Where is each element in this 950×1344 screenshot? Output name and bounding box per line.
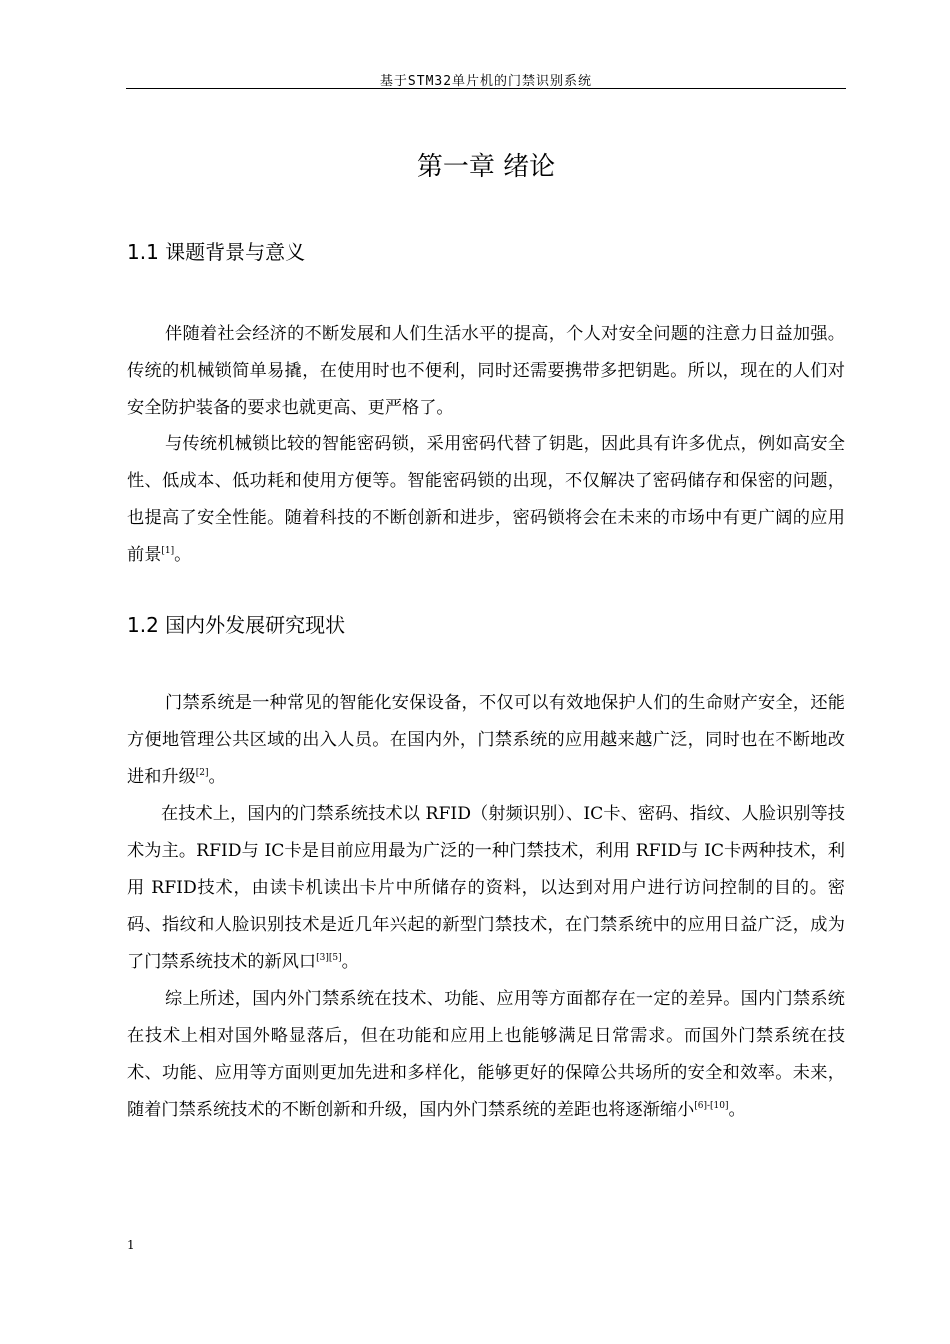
citation: [1] (161, 546, 175, 556)
citation: [6]-[10] (694, 1101, 729, 1111)
chapter-title: 第一章 绪论 (416, 152, 556, 182)
paragraph (127, 685, 845, 796)
citation: [3][5] (316, 953, 342, 963)
paragraph-text: 伴随着社会经济的不断发展和人们生活水平的提高，个人对安全问题的注意力日益加强。传统的机械锁简单易撬，在使用时也不便利，同时还需要携带多把钥匙。所以，现在的人们对安全防护装备的要求也就更高、更严格了。 (127, 324, 845, 418)
header-rule (126, 88, 846, 89)
paragraph-tail: 。 (174, 545, 192, 565)
paragraph-tail: 。 (728, 1100, 746, 1120)
section-heading-1-2: 1.2 国内外发展研究现状 (127, 613, 346, 637)
paragraph-tail: 。 (341, 952, 359, 972)
paragraph-text: 在技术上，国内的门禁系统技术以 RFID（射频识别）、IC卡、密码、指纹、人脸识别等技术为主。RFID与 IC卡是目前应用最为广泛的一种门禁技术，利用 RFID与 IC卡两种技术，利用 RFID技术，由读卡机读出卡片中所储存的资料，以达到对用户进行访问控制的目的。密码、指纹和人脸识别技术是近几年兴起的新型门禁技术，在门禁系统中的应用日益广泛，成为了门禁系统技术的新风口 (127, 804, 845, 972)
paragraph-text: 与传统机械锁比较的智能密码锁，采用密码代替了钥匙，因此具有许多优点，例如高安全性、低成本、低功耗和使用方便等。智能密码锁的出现，不仅解决了密码储存和保密的问题，也提高了安全性能。随着科技的不断创新和进步，密码锁将会在未来的市场中有更广阔的应用前景 (127, 434, 845, 565)
paragraph (127, 426, 845, 574)
header-title: 基于STM32单片机的门禁识别系统 (379, 74, 593, 89)
paragraph-text: 综上所述，国内外门禁系统在技术、功能、应用等方面都存在一定的差异。国内门禁系统在技术上相对国外略显落后，但在功能和应用上也能够满足日常需求。而国外门禁系统在技术、功能、应用等方面则更加先进和多样化，能够更好的保障公共场所的安全和效率。未来，随着门禁系统技术的不断创新和升级，国内外门禁系统的差距也将逐渐缩小 (127, 989, 845, 1120)
paragraph-text: 门禁系统是一种常见的智能化安保设备，不仅可以有效地保护人们的生命财产安全，还能方便地管理公共区域的出入人员。在国内外，门禁系统的应用越来越广泛，同时也在不断地改进和升级 (127, 693, 845, 787)
paragraph (127, 981, 845, 1129)
paragraph (127, 316, 845, 427)
paragraph (127, 796, 845, 981)
page-number: 1 (127, 1238, 135, 1252)
citation: [2] (195, 768, 209, 778)
paragraph-tail: 。 (208, 767, 226, 787)
section-heading-1-1: 1.1 课题背景与意义 (127, 240, 306, 264)
